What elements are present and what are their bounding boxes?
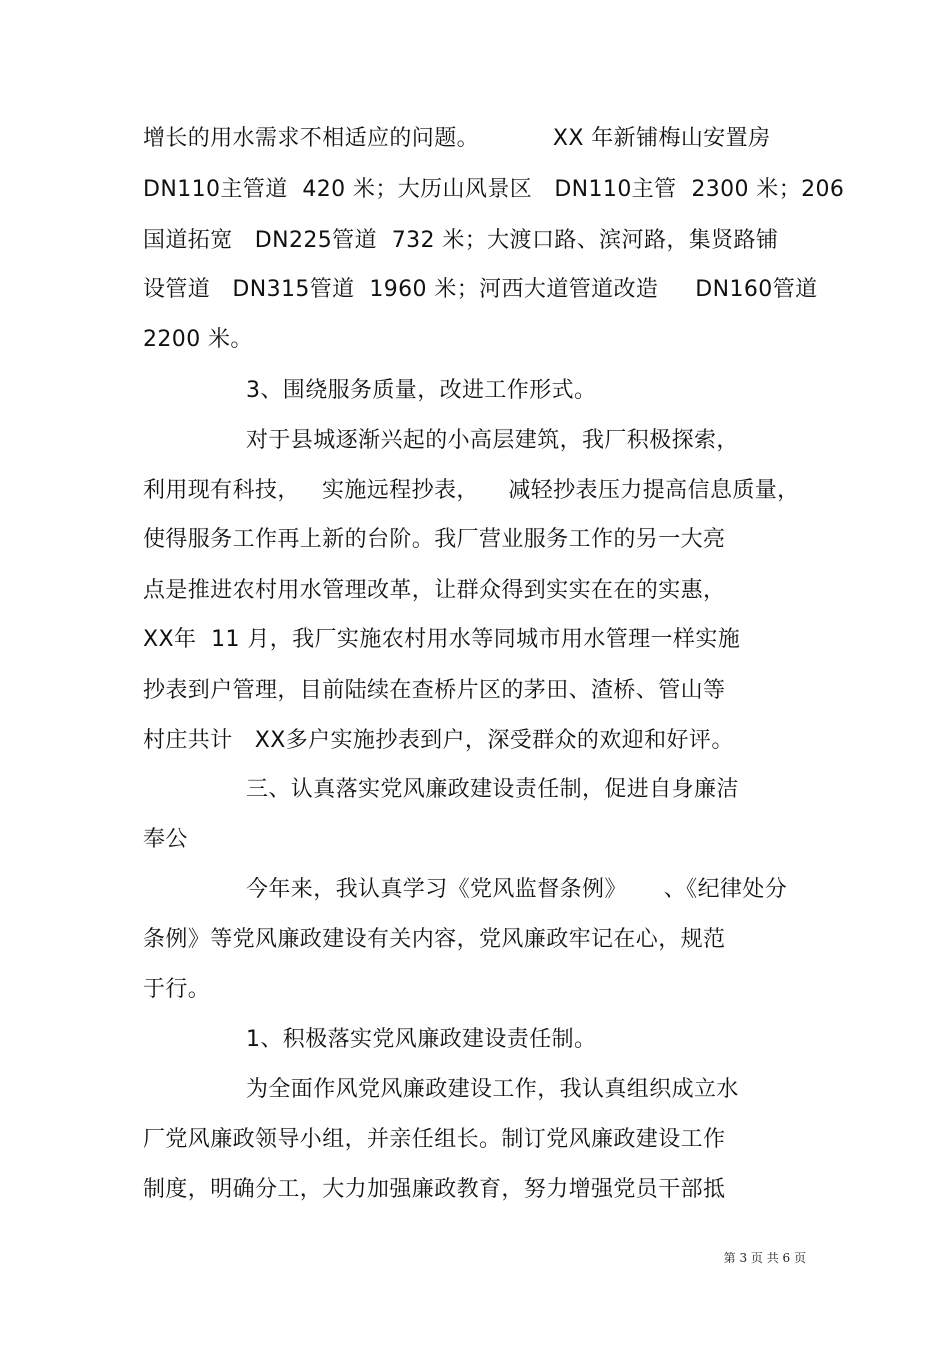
page-number: 第 3 页 共 6 页 xyxy=(723,1251,806,1265)
text-line: XX年 11 月，我厂实施农村用水等同城市用水管理一样实施 xyxy=(143,627,741,652)
text-line: 使得服务工作再上新的台阶。我厂营业服务工作的另一大亮 xyxy=(143,527,726,552)
section-heading: 3、围绕服务质量，改进工作形式。 xyxy=(246,378,597,403)
text-line: 抄表到户管理，目前陆续在查桥片区的茅田、渣桥、管山等 xyxy=(143,678,726,703)
text-line: 村庄共计 XX多户实施抄表到户，深受群众的欢迎和好评。 xyxy=(143,728,734,753)
text-line: 奉公 xyxy=(143,827,188,852)
paragraph-start: 为全面作风党风廉政建设工作，我认真组织成立水 xyxy=(246,1077,739,1102)
section-heading: 1、积极落实党风廉政建设责任制。 xyxy=(246,1027,597,1052)
text-line: 条例》等党风廉政建设有关内容，党风廉政牢记在心，规范 xyxy=(143,927,726,952)
text-line: 2200 米。 xyxy=(143,327,253,352)
text-line: 于行。 xyxy=(143,977,211,1002)
text-line: DN110主管道 420 米；大历山风景区 DN110主管 2300 米；206 xyxy=(143,177,845,202)
text-line: 利用现有科技， 实施远程抄表， 减轻抄表压力提高信息质量， xyxy=(143,478,800,503)
text-line: 国道拓宽 DN225管道 732 米；大渡口路、滨河路，集贤路铺 xyxy=(143,228,779,253)
text-line: 设管道 DN315管道 1960 米；河西大道管道改造 DN160管道 xyxy=(143,277,818,302)
paragraph-start: 今年来，我认真学习《党风监督条例》 、《纪律处分 xyxy=(246,877,788,902)
text-line: 厂党风廉政领导小组，并亲任组长。制订党风廉政建设工作 xyxy=(143,1127,726,1152)
paragraph-start: 对于县城逐渐兴起的小高层建筑，我厂积极探索， xyxy=(246,428,739,453)
text-line: 点是推进农村用水管理改革，让群众得到实实在在的实惠， xyxy=(143,578,726,603)
text-line: 制度，明确分工，大力加强廉政教育，努力增强党员干部抵 xyxy=(143,1177,726,1202)
section-heading: 三、认真落实党风廉政建设责任制，促进自身廉洁 xyxy=(246,777,739,802)
text-line: 增长的用水需求不相适应的问题。 XX 年新铺梅山安置房 xyxy=(143,126,771,151)
